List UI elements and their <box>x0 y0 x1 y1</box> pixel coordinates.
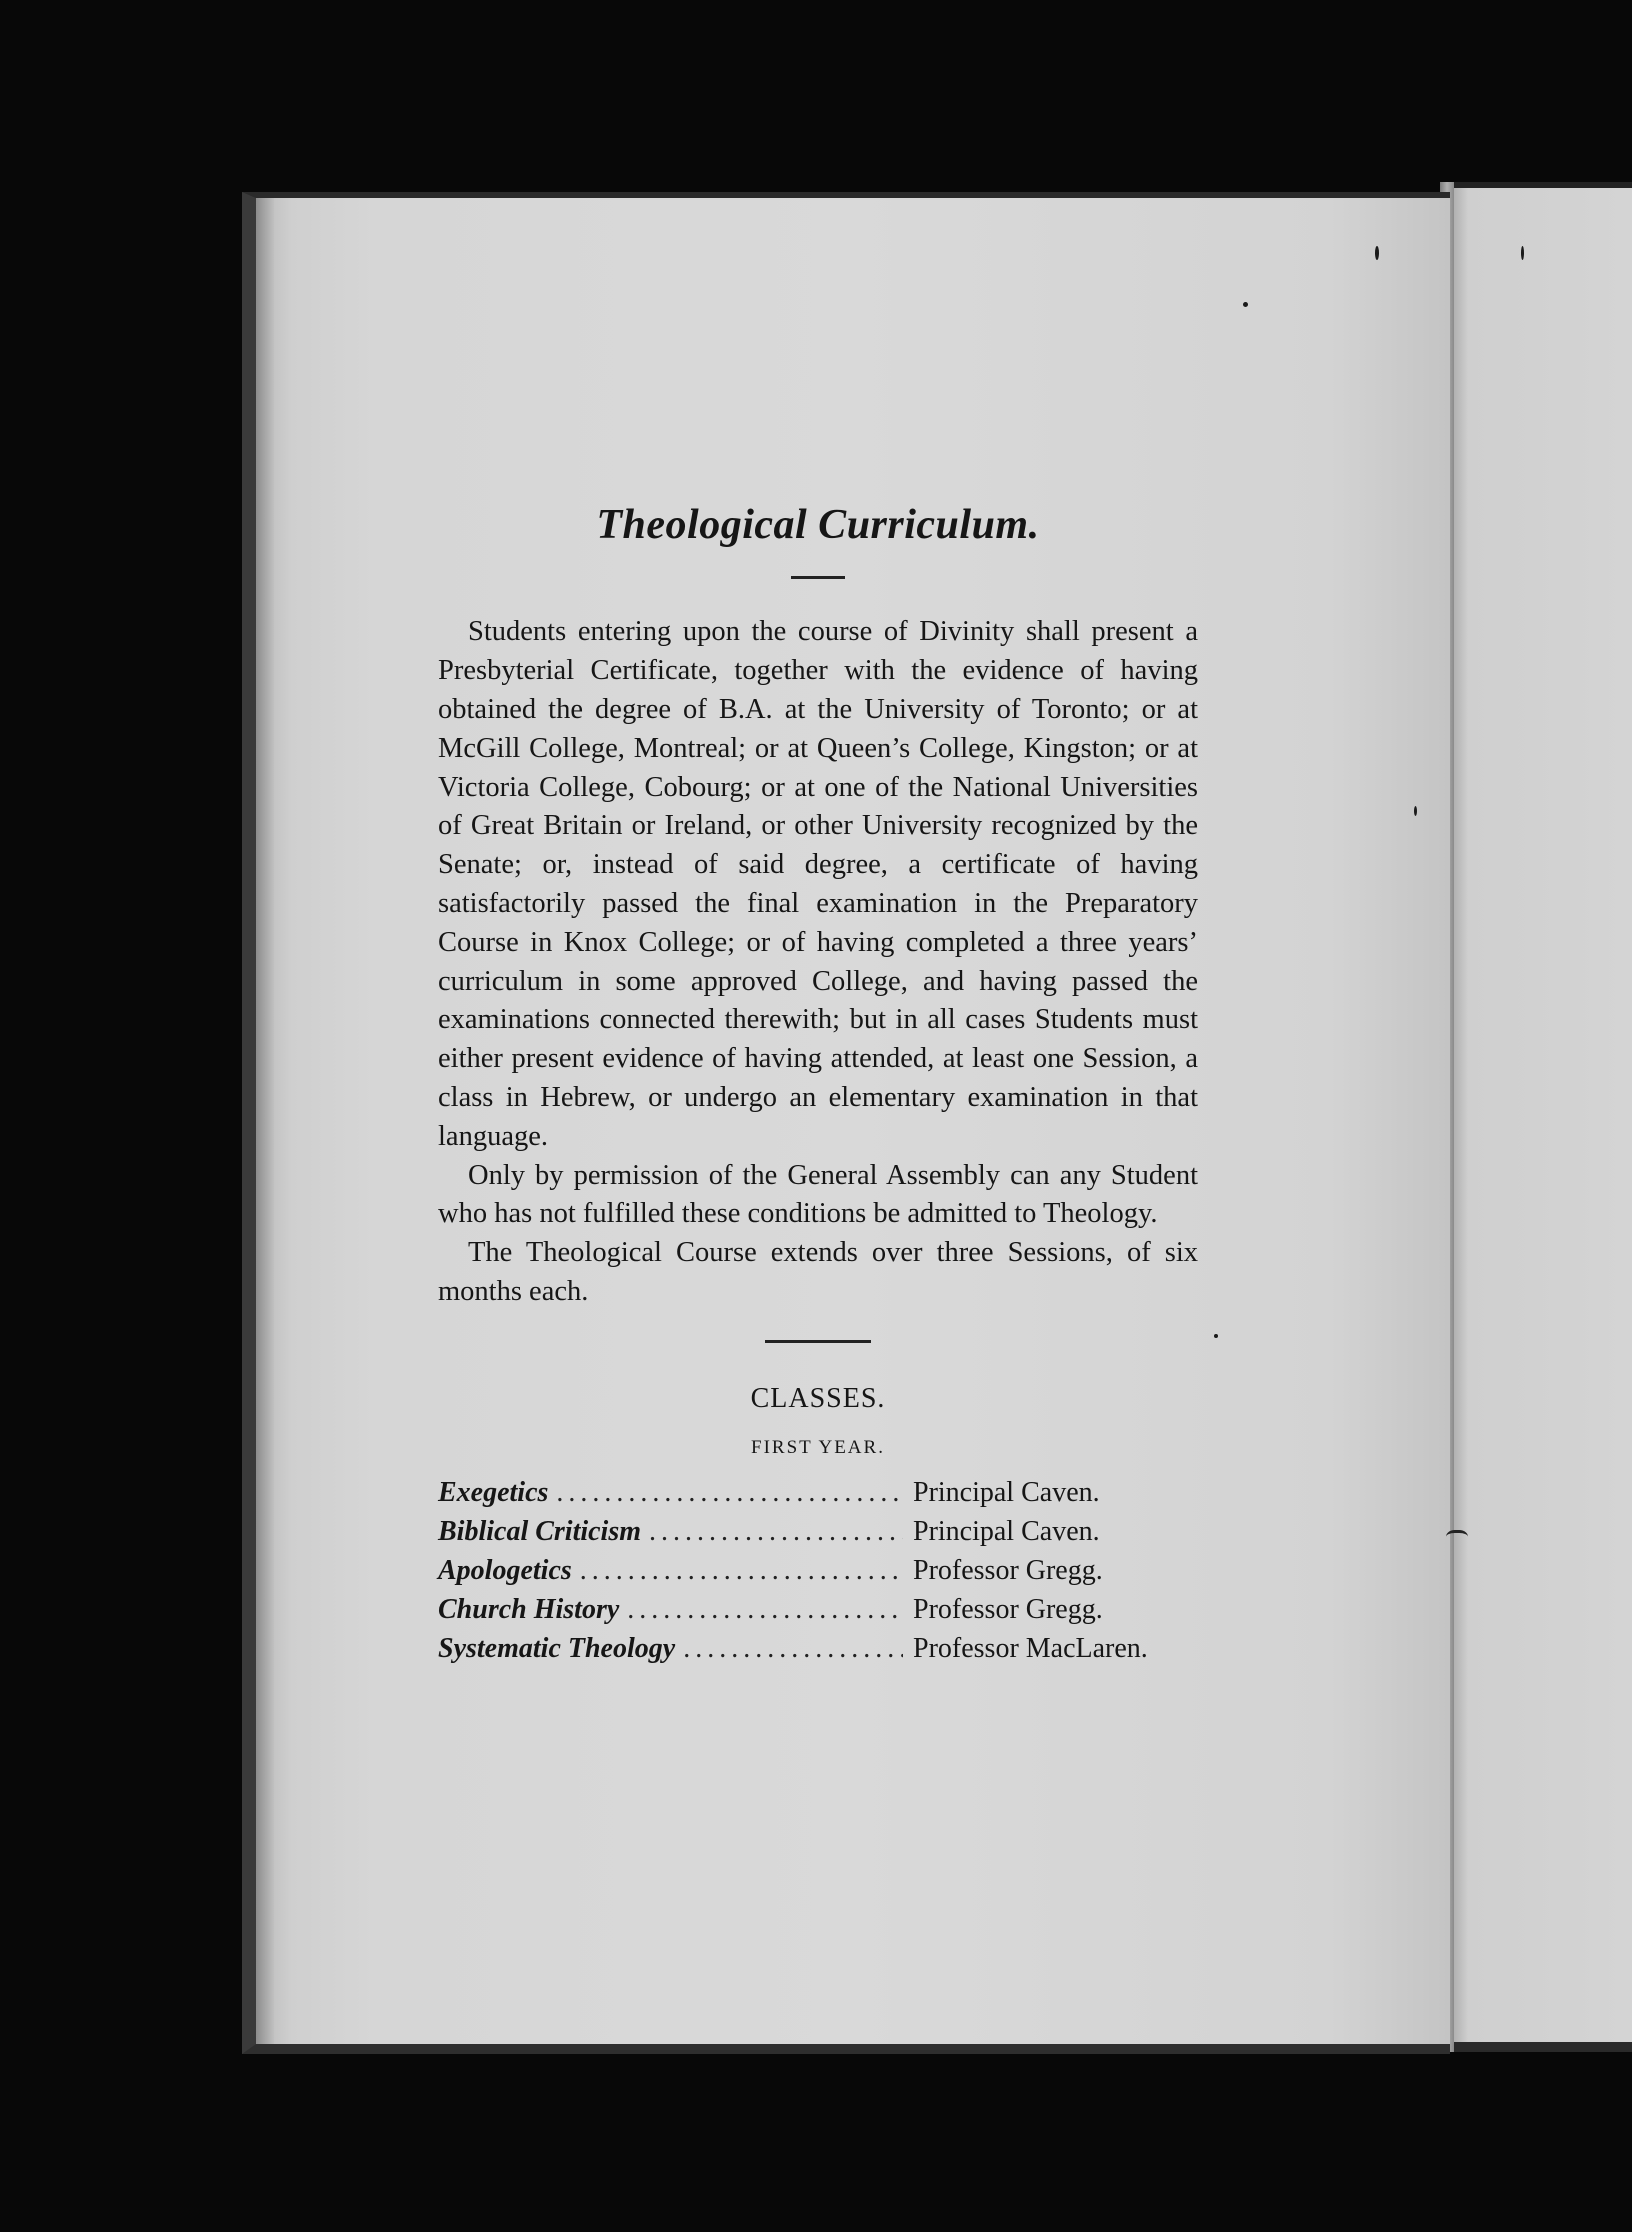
scan-speck <box>1375 246 1379 260</box>
classes-heading: CLASSES. <box>750 1382 886 1414</box>
scan-speck <box>1446 1530 1468 1547</box>
admission-paragraph: Students entering upon the course of Divinity shall present a Presbyterial Certificate, together with the evidence of having obtained the degree of B.A. at the University of Toronto; or at McGill College, Montreal; or at Queen’s College, Kingston; or at Victoria College, Cobourg; or at one of the National Universities of Great Britain or Ireland, or other University recognized by the Senate; or, instead of said degree, a certificate of having satisfactorily passed the final examination in the Preparatory Course in Knox College; or of having completed a three years’ curriculum in some approved College, and having passed the examinations connected therewith; but in all cases Students must either present evidence of having attended, at least one Session, a class in Hebrew, or undergo an elementary examination in that language. <box>438 616 1198 1152</box>
class-subject: Biblical Criticism <box>438 1515 642 1547</box>
leader-dots <box>649 1512 903 1551</box>
class-row <box>438 1629 1198 1668</box>
scan-speck <box>1414 806 1417 816</box>
leader-dots <box>683 1629 903 1668</box>
leader-dots <box>580 1551 903 1590</box>
class-row <box>438 1473 1198 1512</box>
class-row <box>438 1512 1198 1551</box>
classes-list <box>438 1473 1198 1668</box>
class-subject: Apologetics <box>438 1554 572 1586</box>
scan-speck <box>1521 246 1524 260</box>
permission-paragraph: Only by permission of the General Assembly can any Student who has not fulfilled these conditions be admitted to Theology. <box>438 1159 1198 1230</box>
class-teacher: Professor MacLaren. <box>913 1632 1148 1664</box>
facing-page <box>1450 182 1632 2052</box>
page-title: Theological Curriculum. <box>596 502 1040 548</box>
document-content <box>438 500 1198 1668</box>
leader-dots <box>627 1590 903 1629</box>
class-teacher: Professor Gregg. <box>913 1554 1103 1586</box>
leader-dots <box>556 1473 903 1512</box>
class-teacher: Principal Caven. <box>913 1476 1100 1508</box>
class-row <box>438 1590 1198 1629</box>
title-divider <box>791 576 845 579</box>
class-teacher: Principal Caven. <box>913 1515 1100 1547</box>
class-teacher: Professor Gregg. <box>913 1593 1103 1625</box>
class-row <box>438 1551 1198 1590</box>
year-heading: FIRST YEAR. <box>751 1436 885 1458</box>
class-subject: Exegetics <box>438 1476 549 1508</box>
class-subject: Systematic Theology <box>438 1632 676 1664</box>
course-length-paragraph: The Theological Course extends over three Sessions, of six months each. <box>438 1237 1198 1307</box>
section-divider <box>765 1340 871 1343</box>
scan-speck <box>1214 1334 1218 1338</box>
scan-speck <box>1243 302 1248 307</box>
class-subject: Church History <box>438 1593 620 1625</box>
